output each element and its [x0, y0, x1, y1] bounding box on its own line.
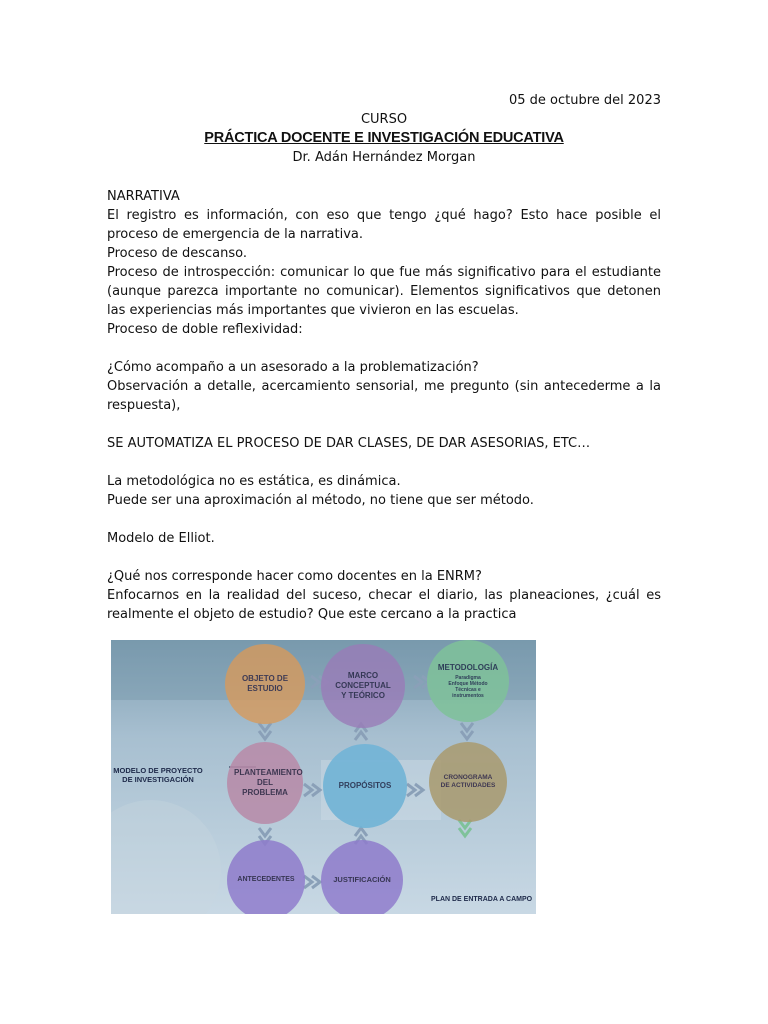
paragraph: El registro es información, con eso que tengo ¿qué hago? Esto hace posible el proceso de emergencia de la narrativa.: [107, 208, 661, 242]
document-date: 05 de octubre del 2023: [508, 93, 661, 108]
spacer: [107, 453, 661, 472]
model-label: MODELO DE PROYECTO DE INVESTIGACIÓN: [113, 766, 203, 784]
paragraph: Modelo de Elliot.: [107, 531, 215, 546]
paragraph: Proceso de doble reflexividad:: [107, 322, 303, 337]
node-label: JUSTIFICACIÓN: [333, 875, 391, 884]
node-objeto-de-estudio: [225, 644, 305, 724]
chevron-right-icon: [304, 876, 312, 888]
paragraph: SE AUTOMATIZA EL PROCESO DE DAR CLASES, DE DAR ASESORIAS, ETC…: [107, 436, 591, 451]
node-label: METODOLOGÍA: [437, 663, 499, 672]
node-planteamiento-del-problema: [227, 742, 303, 824]
node-label: ANTECEDENTES: [237, 876, 295, 883]
spacer: [107, 339, 661, 358]
node-propositos: [323, 744, 407, 828]
chevron-up-icon: [355, 732, 367, 740]
spacer: [107, 548, 661, 567]
notes-body: [107, 187, 661, 624]
paragraph: Enfocarnos en la realidad del suceso, checar el diario, las planeaciones, ¿cuál es realmente el objeto de estudio? Que este cercano a la practica: [107, 588, 661, 622]
node-label: OBJETO DE ESTUDIO: [241, 674, 289, 693]
spacer: [107, 415, 661, 434]
node-label: MARCO CONCEPTUAL Y TEÓRICO: [335, 671, 391, 700]
node-label: PLANTEAMIENTO DEL PROBLEMA: [234, 768, 303, 797]
node-marco-conceptual: [321, 644, 405, 728]
chevron-down-icon: [259, 723, 271, 731]
node-metodologia: [427, 640, 509, 722]
paragraph: Observación a detalle, acercamiento sensorial, me pregunto (sin antecederme a la respuesta),: [107, 379, 661, 413]
node-cronograma: [429, 742, 507, 822]
chevron-down-icon: [259, 828, 271, 836]
paragraph: La metodológica no es estática, es dinámica.: [107, 474, 401, 489]
paragraph: ¿Qué nos corresponde hacer como docentes en la ENRM?: [107, 569, 482, 584]
chevron-right-icon: [304, 784, 312, 796]
teacher-name: Dr. Adán Hernández Morgan: [292, 150, 476, 165]
node-justificacion: [321, 840, 403, 914]
node-label: PROPÓSITOS: [338, 781, 392, 790]
node-antecedentes: [227, 840, 305, 914]
course-title: PRÁCTICA DOCENTE E INVESTIGACIÓN EDUCATIVA: [204, 130, 564, 146]
section-heading: NARRATIVA: [107, 189, 180, 204]
paragraph: Proceso de descanso.: [107, 246, 248, 261]
course-label: CURSO: [360, 112, 408, 127]
research-model-photo: [111, 640, 536, 914]
paragraph: Puede ser una aproximación al método, no tiene que ser método.: [107, 493, 534, 508]
node-sublabel: Paradigma Enfoque Método Técnicas e instrumentos: [448, 675, 488, 699]
paragraph: ¿Cómo acompaño a un asesorado a la problematización?: [107, 360, 479, 375]
spacer: [107, 510, 661, 529]
chevron-down-icon: [461, 723, 473, 731]
plan-label: PLAN DE ENTRADA A CAMPO: [431, 896, 533, 903]
node-label: CRONOGRAMA DE ACTIVIDADES: [440, 774, 496, 789]
paragraph: Proceso de introspección: comunicar lo que fue más significativo para el estudiante (aunque parezca importante no comunicar). Elementos significativos que detonen las experiencias más importantes que vivieron en las escuelas.: [107, 265, 661, 318]
